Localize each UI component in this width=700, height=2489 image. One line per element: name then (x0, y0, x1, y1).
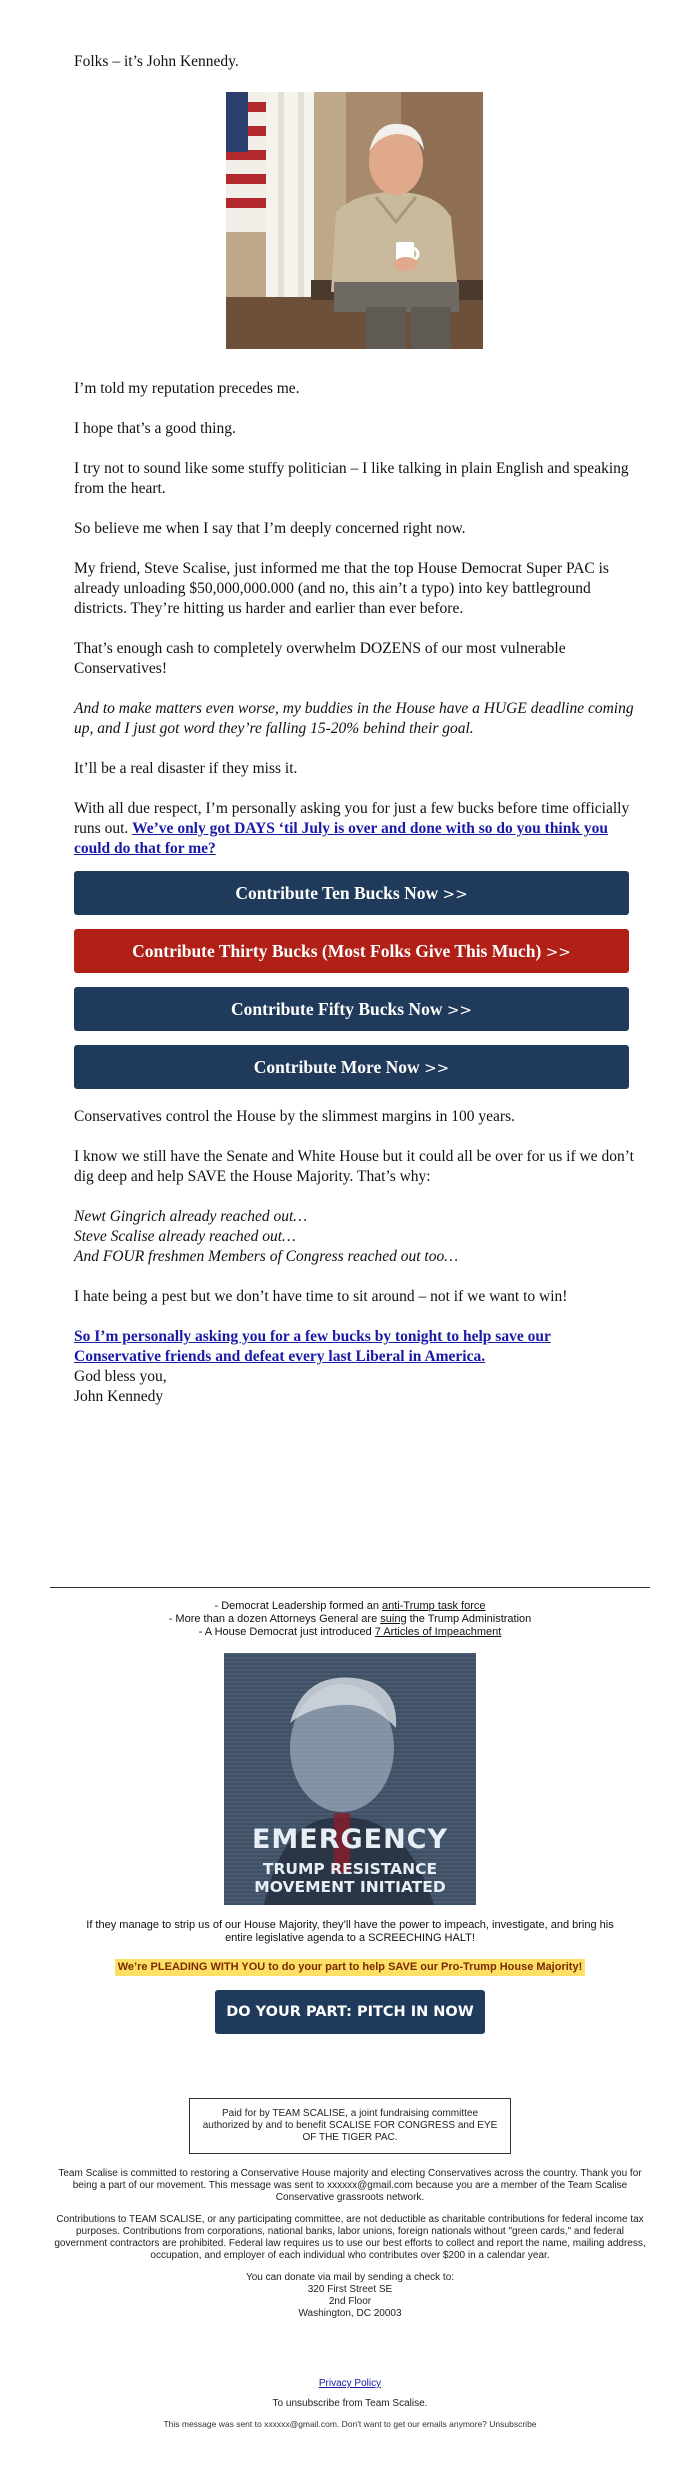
contribute-fifty-label: Contribute Fifty Bucks Now (231, 999, 443, 1019)
paragraph-9 (74, 799, 634, 859)
promo-line-3 (50, 1626, 650, 1639)
promo-line-2 (50, 1613, 650, 1626)
pitch-in-button[interactable]: DO YOUR PART: PITCH IN NOW (215, 1990, 485, 2034)
paragraph-12: I hate being a pest but we don’t have time to sit around – not if we want to win! (74, 1288, 568, 1305)
contribute-ten-label: Contribute Ten Bucks Now (235, 883, 439, 903)
contribute-thirty-label: Contribute Thirty Bucks (Most Folks Give This Much) (132, 941, 542, 961)
paragraph-2: I hope that’s a good thing. (74, 420, 236, 437)
list-item-text: And FOUR freshmen Members of Congress reached out too… (74, 1248, 459, 1265)
address-line-2: 2nd Floor (328, 2296, 372, 2307)
paragraph-1: I’m told my reputation precedes me. (74, 380, 300, 397)
paragraph-7 (74, 699, 634, 739)
chevron-right-icon: >> (545, 943, 571, 961)
list-item (74, 1247, 634, 1267)
emergency-poster[interactable] (224, 1653, 476, 1905)
contribute-more-button[interactable] (74, 1045, 629, 1089)
chevron-right-icon: >> (446, 1001, 472, 1019)
signoff: God bless you, (74, 1368, 167, 1385)
pleading-highlight: We’re PLEADING WITH YOU to do your part to help SAVE our Pro-Trump House Majority! (115, 1959, 585, 1976)
paragraph-4: So believe me when I say that I’m deeply concerned right now. (74, 520, 466, 537)
promo-line-3-text: - A House Democrat just introduced (198, 1626, 375, 1638)
section-divider (50, 1587, 650, 1588)
closing-paragraph (74, 1327, 634, 1367)
closing-link[interactable]: So I’m personally asking you for a few bucks by tonight to help save our Conservative friends and defeat every last Liberal in America. (74, 1328, 551, 1365)
kennedy-photo-illustration (226, 92, 483, 349)
chevron-right-icon: >> (442, 885, 468, 903)
paid-for-box: Paid for by TEAM SCALISE, a joint fundraising committee authorized by and to benefit SCALISE FOR CONGRESS and EYE OF THE TIGER PAC. (189, 2098, 511, 2154)
contribute-more-label: Contribute More Now (253, 1057, 420, 1077)
promo-body: If they manage to strip us of our House Majority, they’ll have the power to impeach, investigate, and bring his entire legislative agenda to a SCREECHING HALT! (86, 1919, 614, 1944)
paragraph-10: Conservatives control the House by the slimmest margins in 100 years. (74, 1108, 515, 1125)
days-left-link[interactable]: We’ve only got DAYS ‘til July is over and done with so do you think you could do that for me? (74, 820, 608, 857)
letter-body (74, 52, 634, 1407)
privacy-policy-link[interactable]: Privacy Policy (318, 2378, 382, 2389)
bottom-links (50, 2378, 650, 2430)
paragraph-3: I try not to sound like some stuffy politician – I like talking in plain English and speaking from the heart. (74, 460, 629, 497)
mail-intro: You can donate via mail by sending a check to: (245, 2272, 455, 2283)
suing-link[interactable]: suing (380, 1613, 407, 1625)
chevron-right-icon: >> (424, 1059, 450, 1077)
committed-text: Team Scalise is committed to restoring a Conservative House majority and electing Conservatives across the country. Thank you for being a part of our movement. This message was sent to xxxxxx@gmail.com because you are a member of the Team Scalise Conservative grassroots network. (58, 2168, 642, 2203)
poster-line-1: EMERGENCY (251, 1824, 449, 1855)
address-line-3: Washington, DC 20003 (298, 2308, 402, 2319)
poster-line-2: TRUMP RESISTANCE (262, 1860, 438, 1878)
promo-line-2-suffix: the Trump Administration (406, 1613, 532, 1625)
paragraph-6: That’s enough cash to completely overwhelm DOZENS of our most vulnerable Conservatives! (74, 640, 566, 677)
donation-buttons (74, 871, 634, 1089)
list-item (74, 1227, 634, 1247)
photo-container (74, 92, 634, 349)
promo-line-1 (50, 1600, 650, 1613)
list-item-text: Steve Scalise already reached out… (74, 1228, 296, 1245)
contribute-ten-button[interactable] (74, 871, 629, 915)
sent-to-text: This message was sent to xxxxxx@gmail.com. Don't want to get our emails anymore? Unsubscribe (163, 2419, 537, 2429)
promo-line-1-text: - Democrat Leadership formed an (214, 1600, 382, 1612)
signature: John Kennedy (74, 1388, 164, 1405)
footer (50, 2098, 650, 2320)
unsubscribe-text[interactable]: To unsubscribe from Team Scalise. (272, 2398, 428, 2409)
promo-section (50, 1600, 650, 2034)
contribute-thirty-button[interactable] (74, 929, 629, 973)
kennedy-photo (226, 92, 483, 349)
address-line-1: 320 First Street SE (307, 2284, 393, 2295)
paragraph-8: It’ll be a real disaster if they miss it. (74, 760, 298, 777)
contributions-disclaimer: Contributions to TEAM SCALISE, or any participating committee, are not deductible as charitable contributions for federal income tax purposes. Contributions from corporations, national banks, labor unions, foreign nationals without "green cards," and federal government contractors are prohibited. Federal law requires us to use our best efforts to collect and report the name, mailing address, occupation, and employer of each individual who contributes over $200 in a calendar year. (54, 2214, 646, 2261)
greeting: Folks – it’s John Kennedy. (74, 53, 239, 70)
promo-line-2-text: - More than a dozen Attorneys General are (168, 1613, 381, 1625)
paragraph-7-italic: And to make matters even worse, my buddies in the House have a HUGE deadline coming up, and I just got word they’re falling 15-20% behind their goal. (74, 700, 634, 737)
paragraph-5: My friend, Steve Scalise, just informed me that the top House Democrat Super PAC is already unloading $50,000,000.000 (and no, this ain’t a typo) into key battleground districts. They’re hitting us harder and earlier than ever before. (74, 560, 609, 617)
list-item (74, 1207, 634, 1227)
impeachment-link[interactable]: 7 Articles of Impeachment (374, 1626, 502, 1638)
paragraph-9-text: With all due respect, I’m personally asking you for just a few bucks before time officially runs out. (74, 800, 630, 837)
poster-container (50, 1653, 650, 1905)
paragraph-11: I know we still have the Senate and White House but it could all be over for us if we don’t dig deep and help SAVE the House Majority. That’s why: (74, 1148, 634, 1185)
reached-out-list (74, 1207, 634, 1267)
list-item-text: Newt Gingrich already reached out… (74, 1208, 308, 1225)
task-force-link[interactable]: anti-Trump task force (382, 1600, 486, 1612)
poster-line-3: MOVEMENT INITIATED (254, 1878, 446, 1896)
contribute-fifty-button[interactable] (74, 987, 629, 1031)
